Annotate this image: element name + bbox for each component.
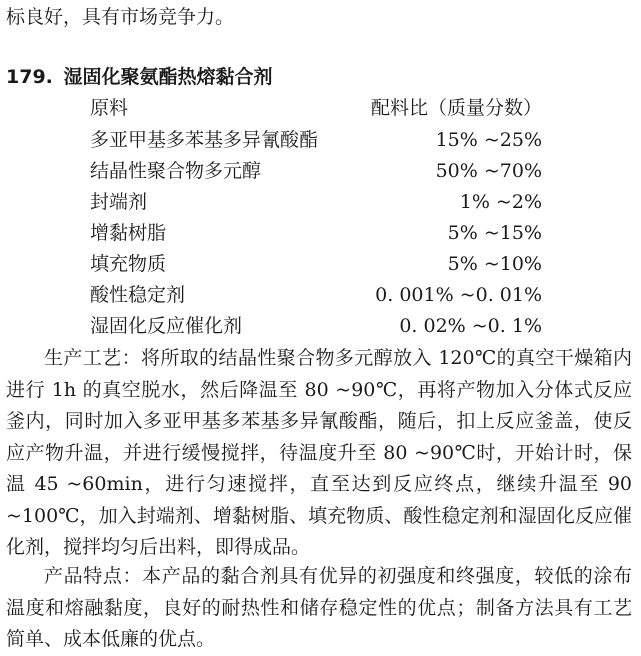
ingredient-name: 填充物质 (90, 253, 167, 275)
features-paragraph: 产品特点：本产品的黏合剂具有优异的初强度和终强度，较低的涂布温度和熔融黏度，良好的耐热性和储存稳定性的优点；制备方法具有工艺简单、成本低廉的优点。 (6, 565, 632, 650)
table-row (90, 281, 542, 309)
ingredient-ratio: 0. 001% ~0. 01% (375, 284, 542, 306)
recipe-number: 179. (6, 66, 53, 88)
process-paragraph: 生产工艺：将所取的结晶性聚合物多元醇放入 120℃的真空干燥箱内进行 1h 的真空脱水，然后降温至 80 ~90℃，再将产物加入分体式反应釜内，同时加入多亚甲基多苯基多异氰酸酯，随后，扣上反应釜盖，使反应产物升温，并进行缓慢搅拌，待温度升至 80 ~90℃时，开始计时，保温 45 ~60min，进行匀速搅拌，直至达到反应终点，继续升温至 90 ~100℃，加入封端剂、增黏树脂、填充物质、酸性稳定剂和湿固化反应催化剂，搅拌均匀后出料，即得成品。 (6, 347, 632, 558)
ingredient-ratio: 5% ~10% (447, 253, 542, 275)
ingredient-name: 酸性稳定剂 (90, 284, 186, 306)
ingredient-name: 封端剂 (90, 191, 148, 213)
recipe-name: 湿固化聚氨酯热熔黏合剂 (63, 66, 273, 88)
ingredient-name: 结晶性聚合物多元醇 (90, 160, 262, 182)
recipe-title (6, 64, 273, 90)
header-name: 原料 (90, 97, 129, 119)
table-header (90, 94, 542, 122)
ingredient-name: 湿固化反应催化剂 (90, 315, 243, 337)
table-row (90, 312, 542, 340)
ingredient-ratio: 5% ~15% (447, 222, 542, 244)
table-row (90, 250, 542, 278)
ingredient-ratio: 0. 02% ~0. 1% (399, 315, 542, 337)
table-row (90, 157, 542, 185)
previous-text-line: 标良好，具有市场竞争力。 (6, 6, 235, 28)
table-row (90, 126, 542, 154)
ingredient-name: 增黏树脂 (90, 222, 167, 244)
table-row (90, 188, 542, 216)
table-row (90, 219, 542, 247)
ingredient-ratio: 50% ~70% (435, 160, 542, 182)
ingredient-ratio: 15% ~25% (435, 129, 542, 151)
ingredient-ratio: 1% ~2% (459, 191, 542, 213)
header-ratio: 配料比（质量分数） (370, 97, 542, 119)
ingredient-name: 多亚甲基多苯基多异氰酸酯 (90, 129, 319, 151)
